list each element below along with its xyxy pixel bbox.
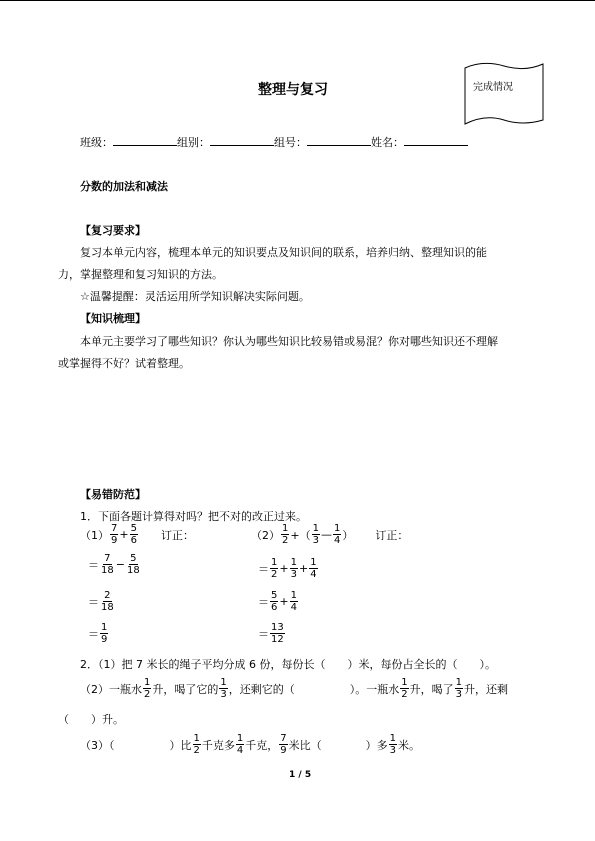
operator: ） — [342, 528, 354, 542]
question-2-part-1: 2．（1）把 7 米长的绳子平均分成 6 份，每份长（ ）米，每份占全长的（ ）。 — [80, 658, 496, 671]
fraction: $\frac{1}{2}$ — [401, 677, 408, 700]
problem-1-step-1 — [88, 553, 142, 576]
operator: + — [279, 562, 289, 575]
fraction: $\frac{7}{18}$ — [101, 553, 114, 576]
group-field[interactable] — [210, 133, 274, 146]
name-field[interactable] — [404, 133, 468, 146]
equals: ＝ — [88, 558, 99, 572]
text-run: ，还剩它的（ ）。一瓶水 — [228, 682, 400, 696]
text-run: 升，还剩 — [464, 682, 508, 696]
text-run: （3）（ ）比 — [80, 738, 192, 752]
text-run: 米。 — [398, 738, 420, 752]
top-rule — [0, 0, 595, 1]
problem-2-correction-label: 订正： — [375, 528, 409, 542]
problem-1-correction-label: 订正： — [160, 528, 194, 542]
operator: + — [298, 562, 309, 575]
question-2-part-2 — [80, 677, 508, 700]
fraction: $\frac{1}{3}$ — [220, 677, 227, 700]
problem-1 — [80, 523, 194, 546]
class-field[interactable] — [113, 133, 177, 146]
unit-title: 分数的加法和减法 — [80, 180, 168, 193]
equals: ＝ — [88, 595, 99, 609]
problem-1-step-3 — [88, 622, 109, 645]
fraction: $\frac{1}{2}$ — [144, 677, 151, 700]
fraction: $\frac{1}{2}$ — [271, 557, 278, 580]
fraction: $\frac{5}{6}$ — [271, 590, 278, 613]
equals: ＝ — [258, 562, 269, 576]
fraction: $\frac{1}{3}$ — [389, 733, 396, 756]
text-run: 升，喝了 — [409, 682, 454, 696]
operator: − — [115, 558, 125, 571]
text-run: 千克， — [245, 738, 279, 752]
review-heading: 【复习要求】 — [80, 224, 146, 237]
fraction: $\frac{1}{4}$ — [310, 557, 317, 580]
page-number: 1 / 5 — [289, 770, 312, 780]
review-line-1: 复习本单元内容，梳理本单元的知识要点及知识间的联系，培养归纳、整理知识的能 — [80, 246, 487, 259]
number-label: 组号： — [274, 136, 307, 149]
text-run: 千克多 — [201, 738, 235, 752]
knowledge-line-1: 本单元主要学习了哪些知识？你认为哪些知识比较易错或易混？你对哪些知识还不理解 — [80, 335, 498, 348]
fraction: $\frac{1}{2}$ — [282, 523, 289, 546]
fraction: $\frac{1}{2}$ — [193, 733, 200, 756]
question-1-intro: 1．下面各题计算得对吗？把不对的改正过来。 — [80, 510, 307, 523]
fraction: $\frac{1}{3}$ — [455, 677, 462, 700]
problem-2-label: （2） — [251, 528, 280, 542]
text-run: （2）一瓶水 — [80, 682, 142, 696]
fraction: $\frac{13}{12}$ — [271, 622, 284, 645]
problem-2-step-2 — [258, 590, 299, 613]
operator: +（ — [290, 528, 311, 542]
knowledge-heading: 【知识梳理】 — [80, 312, 146, 325]
equals: ＝ — [88, 627, 99, 641]
text-run: 米比（ ）多 — [288, 738, 388, 752]
problem-1-label: （1） — [80, 528, 109, 542]
problem-1-step-2 — [88, 590, 116, 613]
fraction: $\frac{1}{9}$ — [101, 622, 108, 645]
status-box-label: 完成情况 — [473, 82, 513, 93]
equals: ＝ — [258, 627, 269, 641]
fraction: $\frac{1}{4}$ — [333, 523, 341, 546]
fraction: $\frac{1}{3}$ — [290, 557, 297, 580]
fraction: $\frac{1}{4}$ — [290, 590, 297, 613]
fraction: $\frac{7}{9}$ — [111, 523, 118, 546]
student-info-row — [80, 133, 468, 150]
fraction: $\frac{2}{18}$ — [101, 590, 114, 613]
operator: + — [119, 528, 129, 541]
number-field[interactable] — [307, 133, 371, 146]
operator: — — [320, 528, 332, 541]
fraction: $\frac{5}{18}$ — [126, 553, 140, 576]
group-label: 组别： — [177, 136, 210, 149]
fraction: $\frac{5}{6}$ — [130, 523, 137, 546]
name-label: 姓名： — [371, 136, 404, 149]
review-tip: ☆温馨提醒：灵活运用所学知识解决实际问题。 — [80, 290, 310, 303]
completion-status-box — [463, 60, 545, 130]
review-line-2: 力，掌握整理和复习知识的方法。 — [58, 268, 223, 281]
equals: ＝ — [258, 595, 269, 609]
knowledge-line-2: 或掌握得不好？试着整理。 — [58, 357, 190, 370]
problem-2 — [251, 523, 408, 546]
question-2-part-2-continued: （ ）升。 — [58, 713, 124, 726]
fraction: $\frac{7}{9}$ — [280, 733, 287, 756]
class-label: 班级： — [80, 136, 113, 149]
problem-2-step-1 — [258, 557, 319, 580]
problem-2-step-3 — [258, 622, 286, 645]
fraction: $\frac{1}{3}$ — [312, 523, 319, 546]
mistakes-heading: 【易错防范】 — [80, 488, 146, 501]
fraction: $\frac{1}{4}$ — [236, 733, 244, 756]
text-run: 升，喝了它的 — [152, 682, 219, 696]
question-2-part-3 — [80, 733, 420, 756]
operator: + — [279, 595, 289, 608]
page-title: 整理与复习 — [258, 82, 328, 98]
